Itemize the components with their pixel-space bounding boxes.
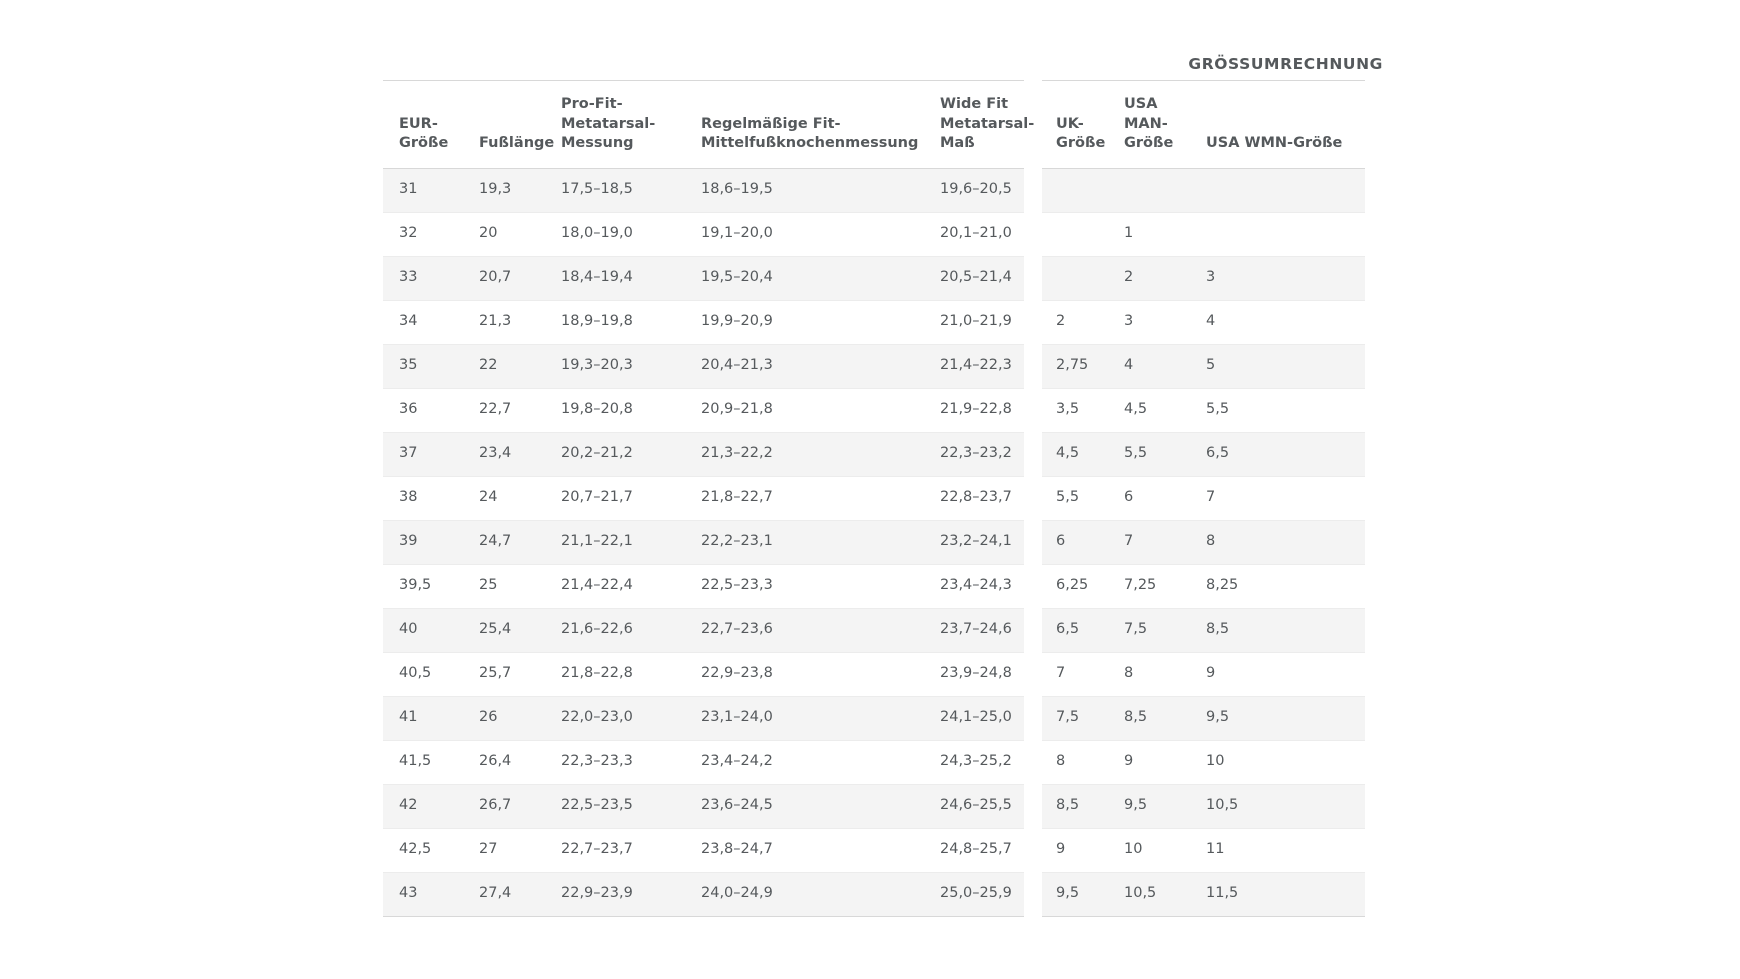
table-cell: 33 [383,256,463,300]
column-header-eur-size: EUR-Größe [383,81,463,169]
table-cell: 21,9–22,8 [924,388,1024,432]
table-cell: 24,0–24,9 [685,872,924,916]
table-cell: 23,6–24,5 [685,784,924,828]
table-cell: 5,5 [1110,432,1192,476]
table-cell: 3 [1192,256,1365,300]
table-cell: 18,6–19,5 [685,168,924,212]
table-cell: 21,0–21,9 [924,300,1024,344]
table-cell: 24,1–25,0 [924,696,1024,740]
table-row [1042,652,1365,696]
table-cell: 22,7–23,7 [545,828,685,872]
table-cell: 11,5 [1192,872,1365,916]
table-cell [1042,168,1110,212]
table-row [1042,300,1365,344]
table-cell: 6,5 [1042,608,1110,652]
table-cell: 35 [383,344,463,388]
table-cell: 9 [1042,828,1110,872]
table-cell: 23,4–24,3 [924,564,1024,608]
table-cell: 2 [1042,300,1110,344]
table-cell [1192,212,1365,256]
table-cell: 6 [1042,520,1110,564]
table-cell: 39,5 [383,564,463,608]
table-cell: 20 [463,212,545,256]
table-cell: 8 [1110,652,1192,696]
table-cell: 23,4–24,2 [685,740,924,784]
table-cell: 9 [1110,740,1192,784]
column-header-uk-size: UK-Größe [1042,81,1110,169]
table-cell: 10 [1110,828,1192,872]
table-row [383,784,1024,828]
table-cell: 31 [383,168,463,212]
eur-size-table-body [383,168,1024,916]
table-cell: 9,5 [1042,872,1110,916]
table-cell: 20,4–21,3 [685,344,924,388]
table-cell: 25,7 [463,652,545,696]
table-cell: 18,9–19,8 [545,300,685,344]
table-cell: 22,3–23,2 [924,432,1024,476]
table-row [383,828,1024,872]
table-row [383,256,1024,300]
tables-grid [383,80,1383,917]
table-cell: 19,3–20,3 [545,344,685,388]
table-cell: 8,5 [1110,696,1192,740]
intl-size-table-body [1042,168,1365,916]
table-cell: 20,5–21,4 [924,256,1024,300]
table-cell: 4 [1192,300,1365,344]
table-cell: 40,5 [383,652,463,696]
column-header-pro-fit: Pro-Fit-Metatarsal-Messung [545,81,685,169]
table-cell: 40 [383,608,463,652]
table-cell: 27,4 [463,872,545,916]
table-row [1042,608,1365,652]
table-row [1042,212,1365,256]
table-cell: 21,6–22,6 [545,608,685,652]
table-cell: 9 [1192,652,1365,696]
table-row [383,476,1024,520]
table-cell: 4 [1110,344,1192,388]
page-title: GRÖSSUMRECHNUNG [1188,55,1383,73]
table-row [383,300,1024,344]
table-cell: 6,5 [1192,432,1365,476]
table-cell: 23,8–24,7 [685,828,924,872]
column-header-usa-man-size: USA MAN-Größe [1110,81,1192,169]
table-cell: 6,25 [1042,564,1110,608]
table-cell: 36 [383,388,463,432]
table-cell: 4,5 [1110,388,1192,432]
table-header-row [383,81,1024,169]
size-conversion-tables [383,45,1383,917]
eur-size-table-head [383,81,1035,169]
table-cell: 7 [1042,652,1110,696]
column-header-usa-wmn-size: USA WMN-Größe [1192,81,1365,169]
table-cell: 23,1–24,0 [685,696,924,740]
table-cell: 19,1–20,0 [685,212,924,256]
table-cell: 34 [383,300,463,344]
table-row [1042,564,1365,608]
table-cell: 25,4 [463,608,545,652]
table-cell: 24 [463,476,545,520]
table-cell: 22,0–23,0 [545,696,685,740]
table-row [1042,432,1365,476]
table-row [383,740,1024,784]
table-cell: 41,5 [383,740,463,784]
table-row [1042,520,1365,564]
table-cell: 23,2–24,1 [924,520,1024,564]
table-cell: 22,7 [463,388,545,432]
intl-size-table [1042,80,1365,917]
table-cell: 37 [383,432,463,476]
table-cell: 5 [1192,344,1365,388]
table-cell: 9,5 [1110,784,1192,828]
table-cell: 22,5–23,5 [545,784,685,828]
table-cell: 21,8–22,7 [685,476,924,520]
table-cell: 23,7–24,6 [924,608,1024,652]
table-cell: 20,1–21,0 [924,212,1024,256]
table-cell: 3,5 [1042,388,1110,432]
table-cell: 39 [383,520,463,564]
table-row [383,872,1024,916]
table-cell: 22,9–23,9 [545,872,685,916]
intl-size-table-head [1042,81,1365,169]
table-cell: 10,5 [1192,784,1365,828]
table-cell: 7 [1192,476,1365,520]
table-row [1042,872,1365,916]
table-cell: 8 [1192,520,1365,564]
table-cell: 20,9–21,8 [685,388,924,432]
table-row [383,564,1024,608]
table-cell [1192,168,1365,212]
table-cell: 26,7 [463,784,545,828]
table-row [383,696,1024,740]
table-cell: 22 [463,344,545,388]
table-cell: 19,8–20,8 [545,388,685,432]
table-row [1042,784,1365,828]
table-cell: 42,5 [383,828,463,872]
table-cell [1042,212,1110,256]
table-cell: 22,5–23,3 [685,564,924,608]
table-cell: 6 [1110,476,1192,520]
eur-size-table [383,80,1035,917]
table-cell: 21,1–22,1 [545,520,685,564]
table-cell: 7,5 [1110,608,1192,652]
table-cell: 27 [463,828,545,872]
table-row [1042,168,1365,212]
table-cell: 7,5 [1042,696,1110,740]
table-cell: 8 [1042,740,1110,784]
table-cell: 26,4 [463,740,545,784]
table-row [383,168,1024,212]
table-cell: 5,5 [1192,388,1365,432]
table-cell: 23,4 [463,432,545,476]
table-cell: 20,7 [463,256,545,300]
column-header-wide-fit: Wide Fit Metatarsal-Maß [924,81,1024,169]
table-cell: 23,9–24,8 [924,652,1024,696]
table-cell: 25,0–25,9 [924,872,1024,916]
table-cell: 18,0–19,0 [545,212,685,256]
table-cell [1042,256,1110,300]
table-cell: 22,7–23,6 [685,608,924,652]
table-cell: 22,9–23,8 [685,652,924,696]
table-cell: 8,5 [1042,784,1110,828]
table-cell: 5,5 [1042,476,1110,520]
table-cell: 24,6–25,5 [924,784,1024,828]
table-cell: 3 [1110,300,1192,344]
table-cell: 1 [1110,212,1192,256]
table-row [383,212,1024,256]
table-cell: 26 [463,696,545,740]
table-cell: 21,3–22,2 [685,432,924,476]
table-row [383,388,1024,432]
table-cell: 2,75 [1042,344,1110,388]
table-cell: 21,8–22,8 [545,652,685,696]
table-row [1042,476,1365,520]
table-row [383,344,1024,388]
table-cell: 2 [1110,256,1192,300]
table-cell: 21,4–22,4 [545,564,685,608]
table-cell: 10,5 [1110,872,1192,916]
table-cell: 21,4–22,3 [924,344,1024,388]
table-row [1042,256,1365,300]
table-cell: 19,3 [463,168,545,212]
table-row [383,520,1024,564]
table-cell: 19,9–20,9 [685,300,924,344]
table-cell: 22,2–23,1 [685,520,924,564]
table-cell: 4,5 [1042,432,1110,476]
table-row [1042,740,1365,784]
table-row [1042,344,1365,388]
table-cell: 10 [1192,740,1365,784]
table-cell: 24,8–25,7 [924,828,1024,872]
table-cell: 38 [383,476,463,520]
table-row [1042,828,1365,872]
table-cell: 19,5–20,4 [685,256,924,300]
table-cell: 25 [463,564,545,608]
table-cell: 20,7–21,7 [545,476,685,520]
table-cell: 24,7 [463,520,545,564]
table-cell: 42 [383,784,463,828]
table-cell: 7,25 [1110,564,1192,608]
table-cell: 18,4–19,4 [545,256,685,300]
table-row [383,652,1024,696]
table-row [1042,696,1365,740]
column-header-regular-fit: Regelmäßige Fit-Mittelfußknochenmessung [685,81,924,169]
table-cell: 43 [383,872,463,916]
table-cell: 17,5–18,5 [545,168,685,212]
table-cell: 19,6–20,5 [924,168,1024,212]
table-cell: 11 [1192,828,1365,872]
table-row [383,432,1024,476]
table-cell: 24,3–25,2 [924,740,1024,784]
table-cell [1110,168,1192,212]
table-cell: 41 [383,696,463,740]
column-header-foot-length: Fußlänge [463,81,545,169]
table-row [383,608,1024,652]
table-cell: 22,8–23,7 [924,476,1024,520]
table-cell: 20,2–21,2 [545,432,685,476]
table-header-row [1042,81,1365,169]
table-row [1042,388,1365,432]
table-cell: 9,5 [1192,696,1365,740]
table-cell: 8,25 [1192,564,1365,608]
table-cell: 22,3–23,3 [545,740,685,784]
table-cell: 32 [383,212,463,256]
table-cell: 8,5 [1192,608,1365,652]
table-cell: 7 [1110,520,1192,564]
table-cell: 21,3 [463,300,545,344]
